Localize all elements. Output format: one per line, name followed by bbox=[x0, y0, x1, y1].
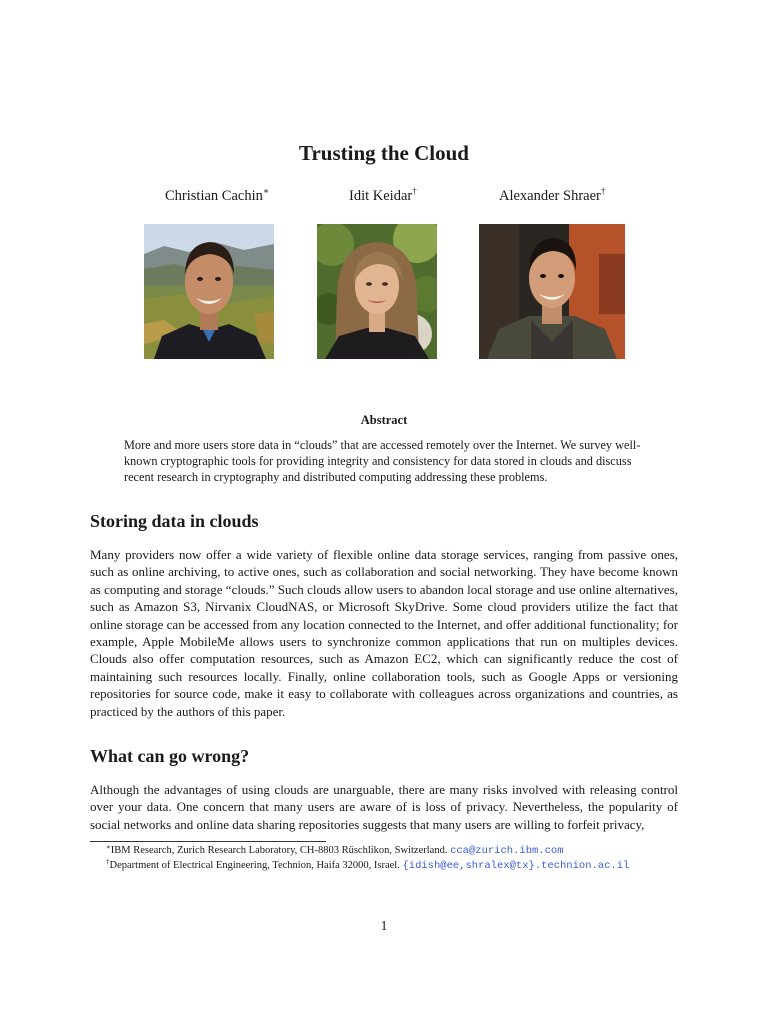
author-affiliation-mark: † bbox=[600, 186, 606, 196]
footnote-text: Department of Electrical Engineering, Technion, Haifa 32000, Israel. bbox=[109, 860, 403, 871]
author-affiliation-mark: ∗ bbox=[262, 186, 269, 196]
footnote-mark: ∗ bbox=[106, 843, 111, 851]
section-body-storing-data: Many providers now offer a wide variety of flexible online data storage services, ranging from passive ones, such as online archiving, to active ones, such as collaboration and social networking. They have become known as computing and storage “clouds.” Such clouds allow users to abandon local storage and use online alternatives, such as Amazon S3, Nirvanix CloudNAS, or Microsoft SkyDrive. Some cloud providers utilize the fact that online storage can be accessed from any location connected to the Internet, and offer additional functionality; for example, Apple MobileMe allows users to synchronize common applications that run on multiples devices. Clouds also offer computation resources, such as Amazon EC2, which can significantly reduce the cost of maintaining such resources locally. Finally, online collaboration tools, such as Google Apps or versioning repositories for source code, make it easy to collaborate with colleagues across organizations and countries, as practiced by the authors of this paper. bbox=[90, 547, 678, 719]
section-body-what-can-go-wrong: Although the advantages of using clouds are unarguable, there are many risks involved with releasing control over your data. One concern that many users are aware of is loss of privacy. Nevertheless, the popularity of social networks and online data sharing repositories suggests that many users are willing to forfeit privacy, bbox=[90, 782, 678, 832]
author-name: Alexander Shraer bbox=[499, 188, 601, 204]
footnote-ibm bbox=[106, 844, 564, 858]
author-photo-shraer bbox=[479, 224, 625, 359]
author-photo-keidar bbox=[317, 224, 437, 359]
abstract-text: More and more users store data in “clouds” that are accessed remotely over the Internet. We survey well-known cryptographic tools for providing integrity and consistency for data stored in clouds and discuss recent research in cryptography and distributed computing addressing these problems. bbox=[124, 438, 641, 484]
author-shraer bbox=[499, 188, 605, 205]
page-number: 1 bbox=[380, 918, 388, 933]
author-name: Christian Cachin bbox=[165, 188, 263, 204]
author-cachin bbox=[165, 188, 269, 205]
footnote-technion bbox=[106, 859, 629, 873]
section-heading-what-can-go-wrong: What can go wrong? bbox=[90, 746, 250, 766]
author-keidar bbox=[349, 188, 417, 205]
author-affiliation-mark: † bbox=[412, 186, 417, 196]
footnote-rule bbox=[90, 841, 326, 842]
footnote-email-link[interactable]: cca@zurich.ibm.com bbox=[450, 845, 564, 857]
abstract-heading: Abstract bbox=[360, 413, 408, 427]
footnote-mark: † bbox=[106, 858, 110, 866]
author-photo-cachin bbox=[144, 224, 274, 359]
footnote-email-link[interactable]: {idish@ee,shralex@tx}.technion.ac.il bbox=[402, 860, 630, 872]
paper-title: Trusting the Cloud bbox=[299, 141, 469, 165]
footnote-text: IBM Research, Zurich Research Laboratory, CH-8803 Rüschlikon, Switzerland. bbox=[110, 845, 451, 856]
section-heading-storing-data: Storing data in clouds bbox=[90, 511, 259, 531]
author-name: Idit Keidar bbox=[349, 188, 413, 204]
